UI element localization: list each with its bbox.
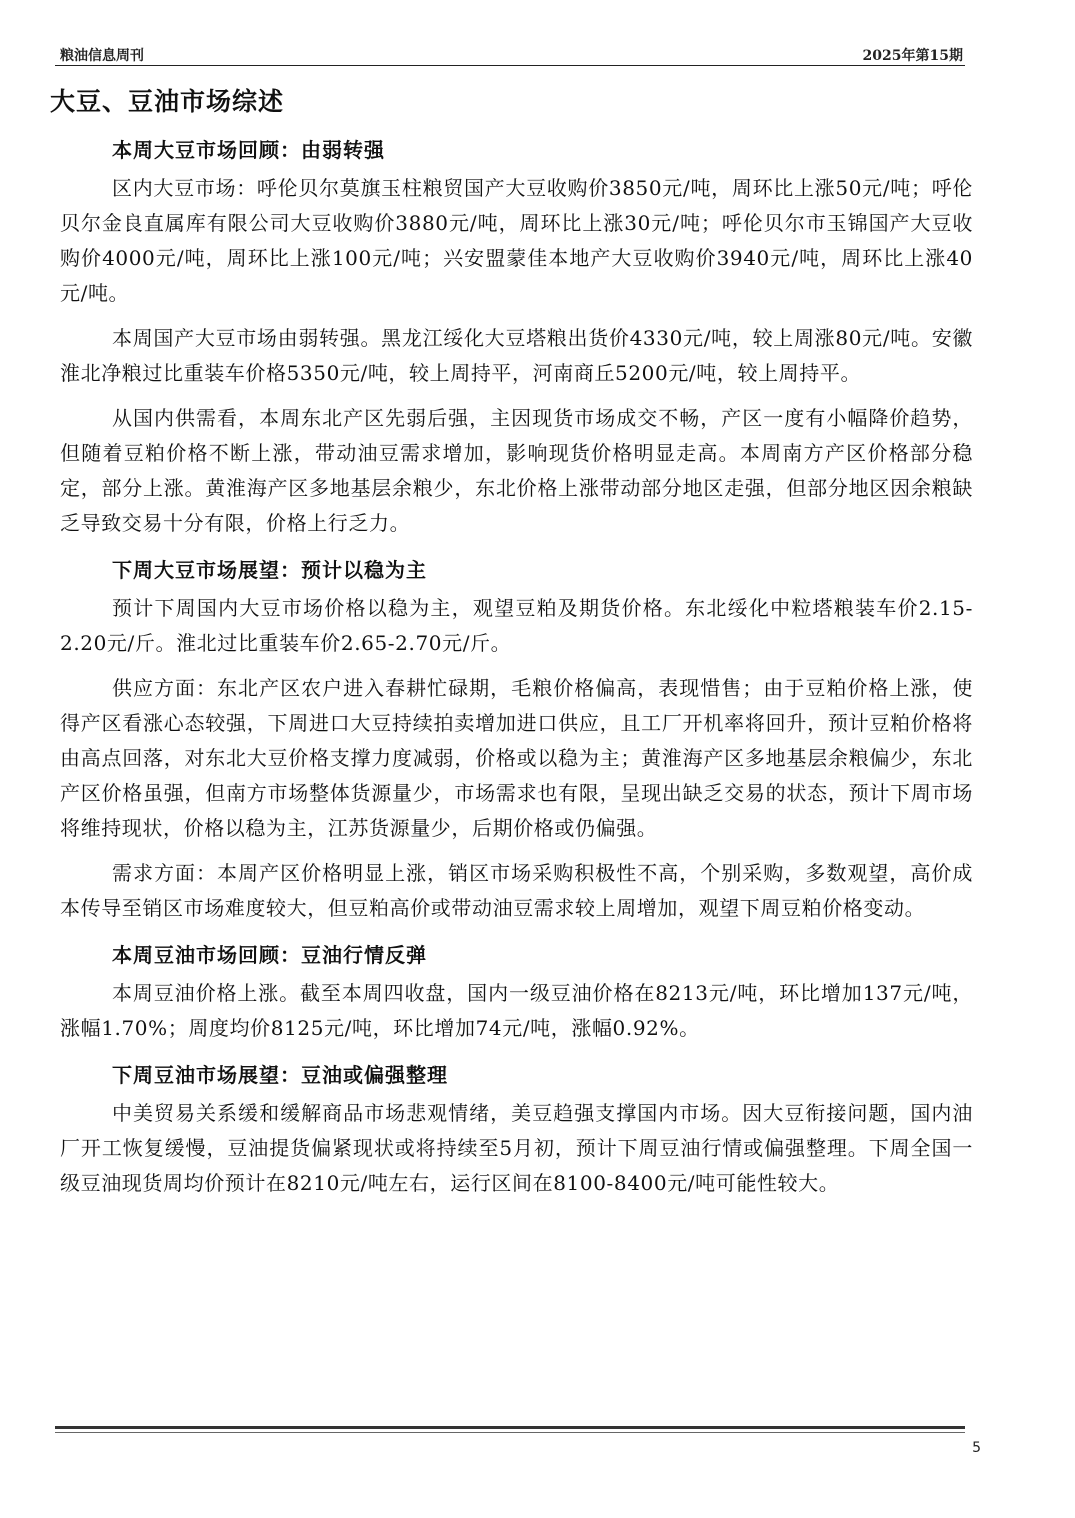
page-header	[60, 44, 963, 66]
footer-divider-thin	[55, 1432, 965, 1433]
article-body	[60, 131, 973, 1211]
paragraph-soyoil-outlook: 中美贸易关系缓和缓解商品市场悲观情绪，美豆趋强支撑国内市场。因大豆衔接问题，国内油厂开工恢复缓慢，豆油提货偏紧现状或将持续至5月初，预计下周豆油行情或偏强整理。下周全国一级豆油现货周均价预计在8210元/吨左右，运行区间在8100-8400元/吨可能性较大。	[60, 1101, 973, 1195]
section-title: 大豆、豆油市场综述	[50, 87, 285, 116]
page-number: 5	[972, 1440, 981, 1456]
publication-name: 粮油信息周刊	[60, 48, 144, 64]
footer-divider-thick	[55, 1426, 965, 1429]
subheading-soybean-review: 本周大豆市场回顾：由弱转强	[112, 138, 385, 162]
header-divider	[55, 65, 965, 66]
paragraph-regional-market: 区内大豆市场：呼伦贝尔莫旗玉柱粮贸国产大豆收购价3850元/吨，周环比上涨50元/吨；呼伦贝尔金良直属库有限公司大豆收购价3880元/吨，周环比上涨30元/吨；呼伦贝尔市玉锦国产大豆收购价4000元/吨，周环比上涨100元/吨；兴安盟蒙佳本地产大豆收购价3940元/吨，周环比上涨40元/吨。	[60, 176, 973, 305]
subheading-soybean-outlook: 下周大豆市场展望：预计以稳为主	[112, 558, 427, 582]
paragraph-domestic-market: 本周国产大豆市场由弱转强。黑龙江绥化大豆塔粮出货价4330元/吨，较上周涨80元/吨。安徽淮北净粮过比重装车价格5350元/吨，较上周持平，河南商丘5200元/吨，较上周持平。	[60, 326, 973, 385]
paragraph-soyoil-review: 本周豆油价格上涨。截至本周四收盘，国内一级豆油价格在8213元/吨，环比增加137元/吨，涨幅1.70%；周度均价8125元/吨，环比增加74元/吨，涨幅0.92%。	[60, 981, 973, 1040]
paragraph-outlook-supply: 供应方面：东北产区农户进入春耕忙碌期，毛粮价格偏高，表现惜售；由于豆粕价格上涨，使得产区看涨心态较强，下周进口大豆持续拍卖增加进口供应，且工厂开机率将回升，预计豆粕价格将由高点回落，对东北大豆价格支撑力度减弱，价格或以稳为主；黄淮海产区多地基层余粮偏少，东北产区价格虽强，但南方市场整体货源量少，市场需求也有限，呈现出缺乏交易的状态，预计下周市场将维持现状，价格以稳为主，江苏货源量少，后期价格或仍偏强。	[60, 676, 973, 840]
subheading-soyoil-outlook: 下周豆油市场展望：豆油或偏强整理	[112, 1063, 448, 1087]
paragraph-supply-demand: 从国内供需看，本周东北产区先弱后强，主因现货市场成交不畅，产区一度有小幅降价趋势，但随着豆粕价格不断上涨，带动油豆需求增加，影响现货价格明显走高。本周南方产区价格部分稳定，部分上涨。黄淮海产区多地基层余粮少，东北价格上涨带动部分地区走强，但部分地区因余粮缺乏导致交易十分有限，价格上行乏力。	[60, 406, 973, 535]
issue-number: 2025年第15期	[862, 48, 963, 64]
subheading-soyoil-review: 本周豆油市场回顾：豆油行情反弹	[112, 943, 427, 967]
paragraph-outlook-demand: 需求方面：本周产区价格明显上涨，销区市场采购积极性不高，个别采购，多数观望，高价成本传导至销区市场难度较大，但豆粕高价或带动油豆需求较上周增加，观望下周豆粕价格变动。	[60, 861, 973, 920]
paragraph-outlook-price: 预计下周国内大豆市场价格以稳为主，观望豆粕及期货价格。东北绥化中粒塔粮装车价2.15-2.20元/斤。淮北过比重装车价2.65-2.70元/斤。	[60, 596, 973, 655]
